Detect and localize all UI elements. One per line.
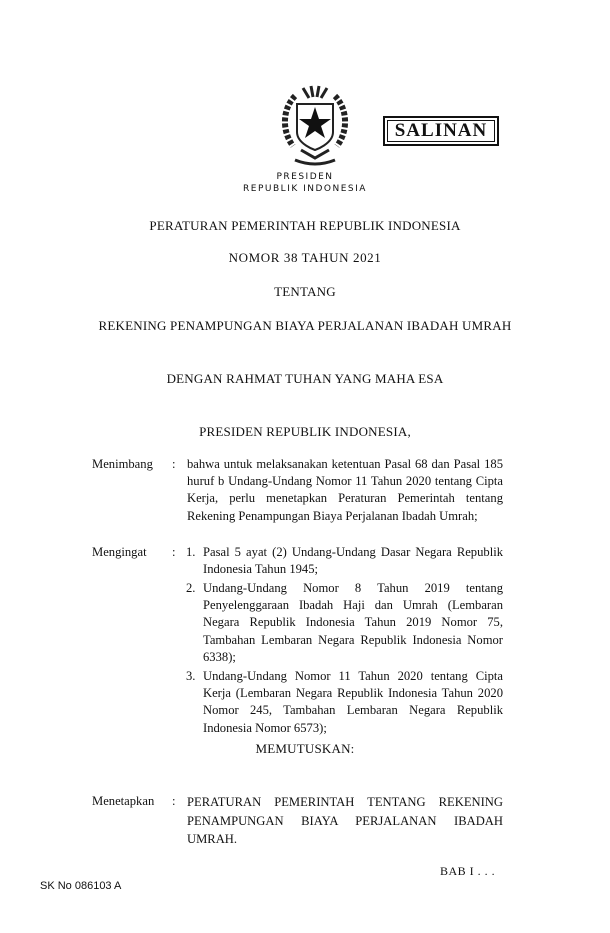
item-number: 3. bbox=[186, 669, 196, 683]
menimbang-text: bahwa untuk melaksanakan ketentuan Pasal 68 dan Pasal 185 huruf b Undang-Undang Nomor 11 Tahun 2020 tentang Cipta Kerja, perlu menetapkan Peraturan Pemerintah tentang Rekening Penampungan Biaya Perjalanan Ibadah Umrah; bbox=[187, 457, 503, 523]
menetapkan-text: PERATURAN PEMERINTAH TENTANG REKENING PENAMPUNGAN BIAYA PERJALANAN IBADAH UMRAH. bbox=[187, 795, 503, 846]
item-text: Pasal 5 ayat (2) Undang-Undang Dasar Negara Republik Indonesia Tahun 1945; bbox=[203, 545, 503, 577]
about-heading: TENTANG bbox=[274, 284, 336, 299]
decision-heading: MEMUTUSKAN: bbox=[255, 741, 355, 756]
mengingat-label: Mengingat bbox=[92, 545, 147, 559]
regulation-number: NOMOR 38 TAHUN 2021 bbox=[228, 250, 382, 265]
menimbang-colon: : bbox=[172, 457, 176, 471]
regulation-subject: REKENING PENAMPUNGAN BIAYA PERJALANAN IBADAH UMRAH bbox=[98, 318, 512, 333]
salinan-stamp bbox=[383, 116, 499, 146]
issuer-line-1: PRESIDEN bbox=[276, 172, 334, 182]
document-code: SK No 086103 A bbox=[40, 880, 122, 892]
item-number: 2. bbox=[186, 581, 196, 595]
stamp-text: SALINAN bbox=[394, 120, 488, 141]
blessing-line: DENGAN RAHMAT TUHAN YANG MAHA ESA bbox=[166, 371, 444, 386]
item-text: Undang-Undang Nomor 11 Tahun 2020 tentang Cipta Kerja (Lembaran Negara Republik Indonesia Tahun 2020 Nomor 245, Tambahan Lembaran Negara Republik Indonesia Nomor 6573); bbox=[203, 669, 503, 735]
menetapkan-colon: : bbox=[172, 794, 176, 808]
issuer-line-2: REPUBLIK INDONESIA bbox=[243, 184, 367, 194]
mengingat-colon: : bbox=[172, 545, 176, 559]
next-page-marker: BAB I . . . bbox=[440, 864, 496, 878]
item-number: 1. bbox=[186, 545, 196, 559]
president-line: PRESIDEN REPUBLIK INDONESIA, bbox=[199, 424, 411, 439]
garuda-emblem bbox=[273, 84, 357, 168]
item-text: Undang-Undang Nomor 8 Tahun 2019 tentang Penyelenggaraan Ibadah Haji dan Umrah (Lembaran Negara Republik Indonesia Tahun 2019 Nomor 75, Tambahan Lembaran Negara Republik Indonesia Nomor 6338); bbox=[203, 581, 503, 664]
menetapkan-label: Menetapkan bbox=[92, 794, 155, 808]
menimbang-label: Menimbang bbox=[92, 457, 153, 471]
regulation-title: PERATURAN PEMERINTAH REPUBLIK INDONESIA bbox=[149, 218, 461, 233]
